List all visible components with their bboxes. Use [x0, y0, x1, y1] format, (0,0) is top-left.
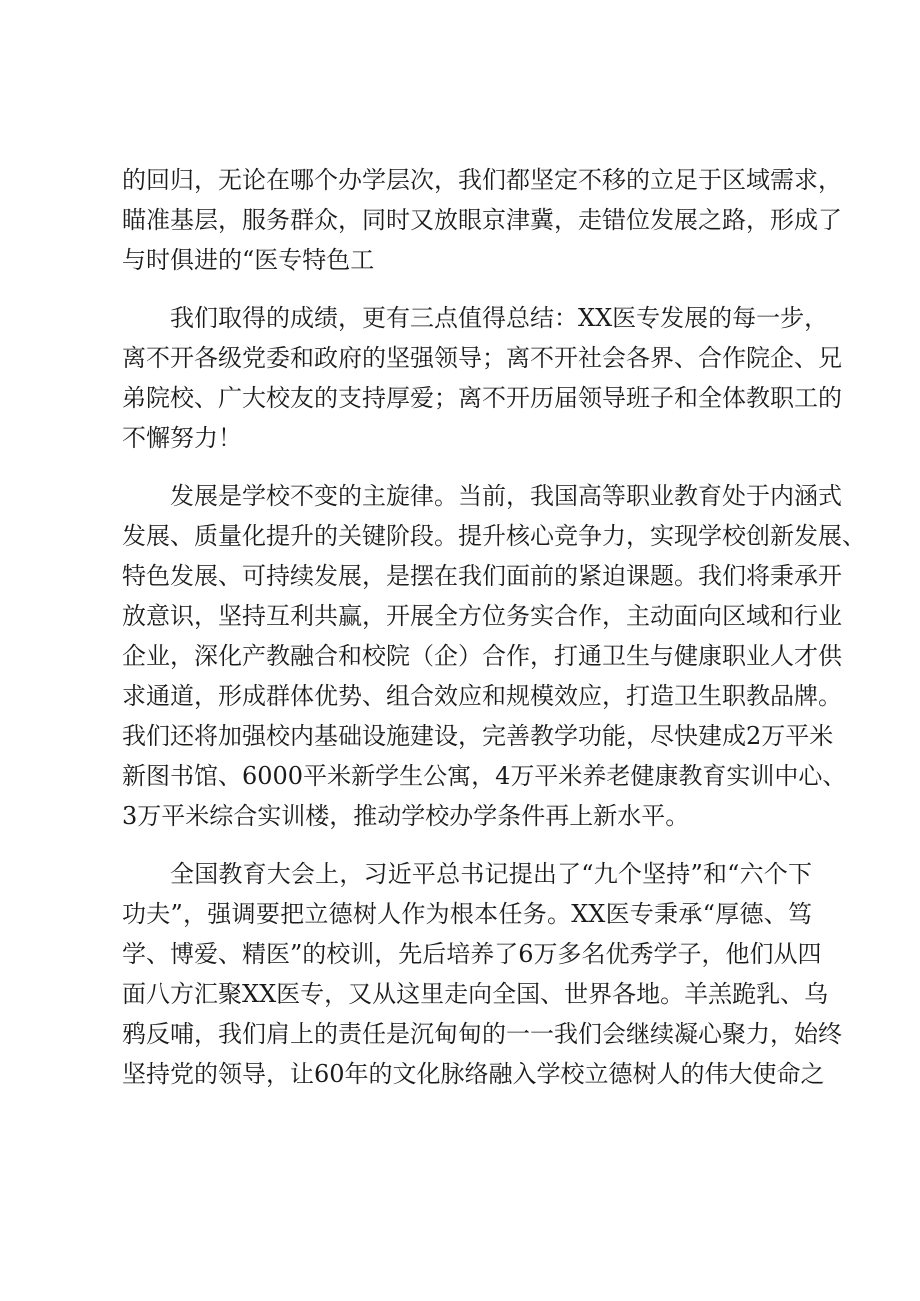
text-line: 发展、质量化提升的关键阶段。提升核心竞争力，实现学校创新发展、 — [122, 522, 866, 550]
text-line: 我们取得的成绩，更有三点值得总结：XX医专发展的每一步， — [170, 304, 829, 332]
text-line: 3万平米综合实训楼，推动学校办学条件再上新水平。 — [122, 802, 690, 830]
text-line: 发展是学校不变的主旋律。当前，我国高等职业教育处于内涵式 — [170, 482, 842, 510]
text-line: 全国教育大会上，习近平总书记提出了“九个坚持”和“六个下 — [170, 860, 812, 888]
paragraph-3 — [122, 476, 866, 836]
paragraph-4 — [122, 854, 842, 1094]
text-line: 的回归，无论在哪个办学层次，我们都坚定不移的立足于区域需求， — [122, 166, 842, 194]
text-line: 求通道，形成群体优势、组合效应和规模效应，打造卫生职教品牌。 — [122, 682, 842, 710]
text-line: 鸦反哺，我们肩上的责任是沉甸甸的一一我们会继续凝心聚力，始终 — [122, 1020, 842, 1048]
text-line: 新图书馆、6000平米新学生公寓，4万平米养老健康教育实训中心、 — [122, 762, 847, 790]
text-line: 放意识，坚持互利共赢，开展全方位务实合作，主动面向区域和行业 — [122, 602, 842, 630]
text-line: 特色发展、可持续发展，是摆在我们面前的紧迫课题。我们将秉承开 — [122, 562, 842, 590]
document-body — [122, 160, 866, 1094]
text-line: 坚持党的领导，让60年的文化脉络融入学校立德树人的伟大使命之 — [122, 1060, 825, 1088]
text-line: 功夫”，强调要把立德树人作为根本任务。XX医专秉承“厚德、笃 — [122, 900, 812, 928]
text-line: 不懈努力！ — [122, 424, 242, 452]
text-line: 弟院校、广大校友的支持厚爱；离不开历届领导班子和全体教职工的 — [122, 384, 842, 412]
text-line: 我们还将加强校内基础设施建设，完善教学功能，尽快建成2万平米 — [122, 722, 834, 750]
paragraph-2 — [122, 298, 842, 458]
text-line: 与时俱进的“医专特色工 — [122, 246, 375, 274]
text-line: 离不开各级党委和政府的坚强领导；离不开社会各界、合作院企、兄 — [122, 344, 842, 372]
paragraph-1 — [122, 160, 842, 280]
text-line: 学、博爱、精医”的校训，先后培养了6万多名优秀学子，他们从四 — [122, 940, 822, 968]
text-line: 面八方汇聚XX医专，又从这里走向全国、世界各地。羊羔跪乳、乌 — [122, 980, 829, 1008]
text-line: 企业，深化产教融合和校院（企）合作，打通卫生与健康职业人才供 — [122, 642, 842, 670]
text-line: 瞄准基层，服务群众，同时又放眼京津冀，走错位发展之路，形成了 — [122, 206, 842, 234]
